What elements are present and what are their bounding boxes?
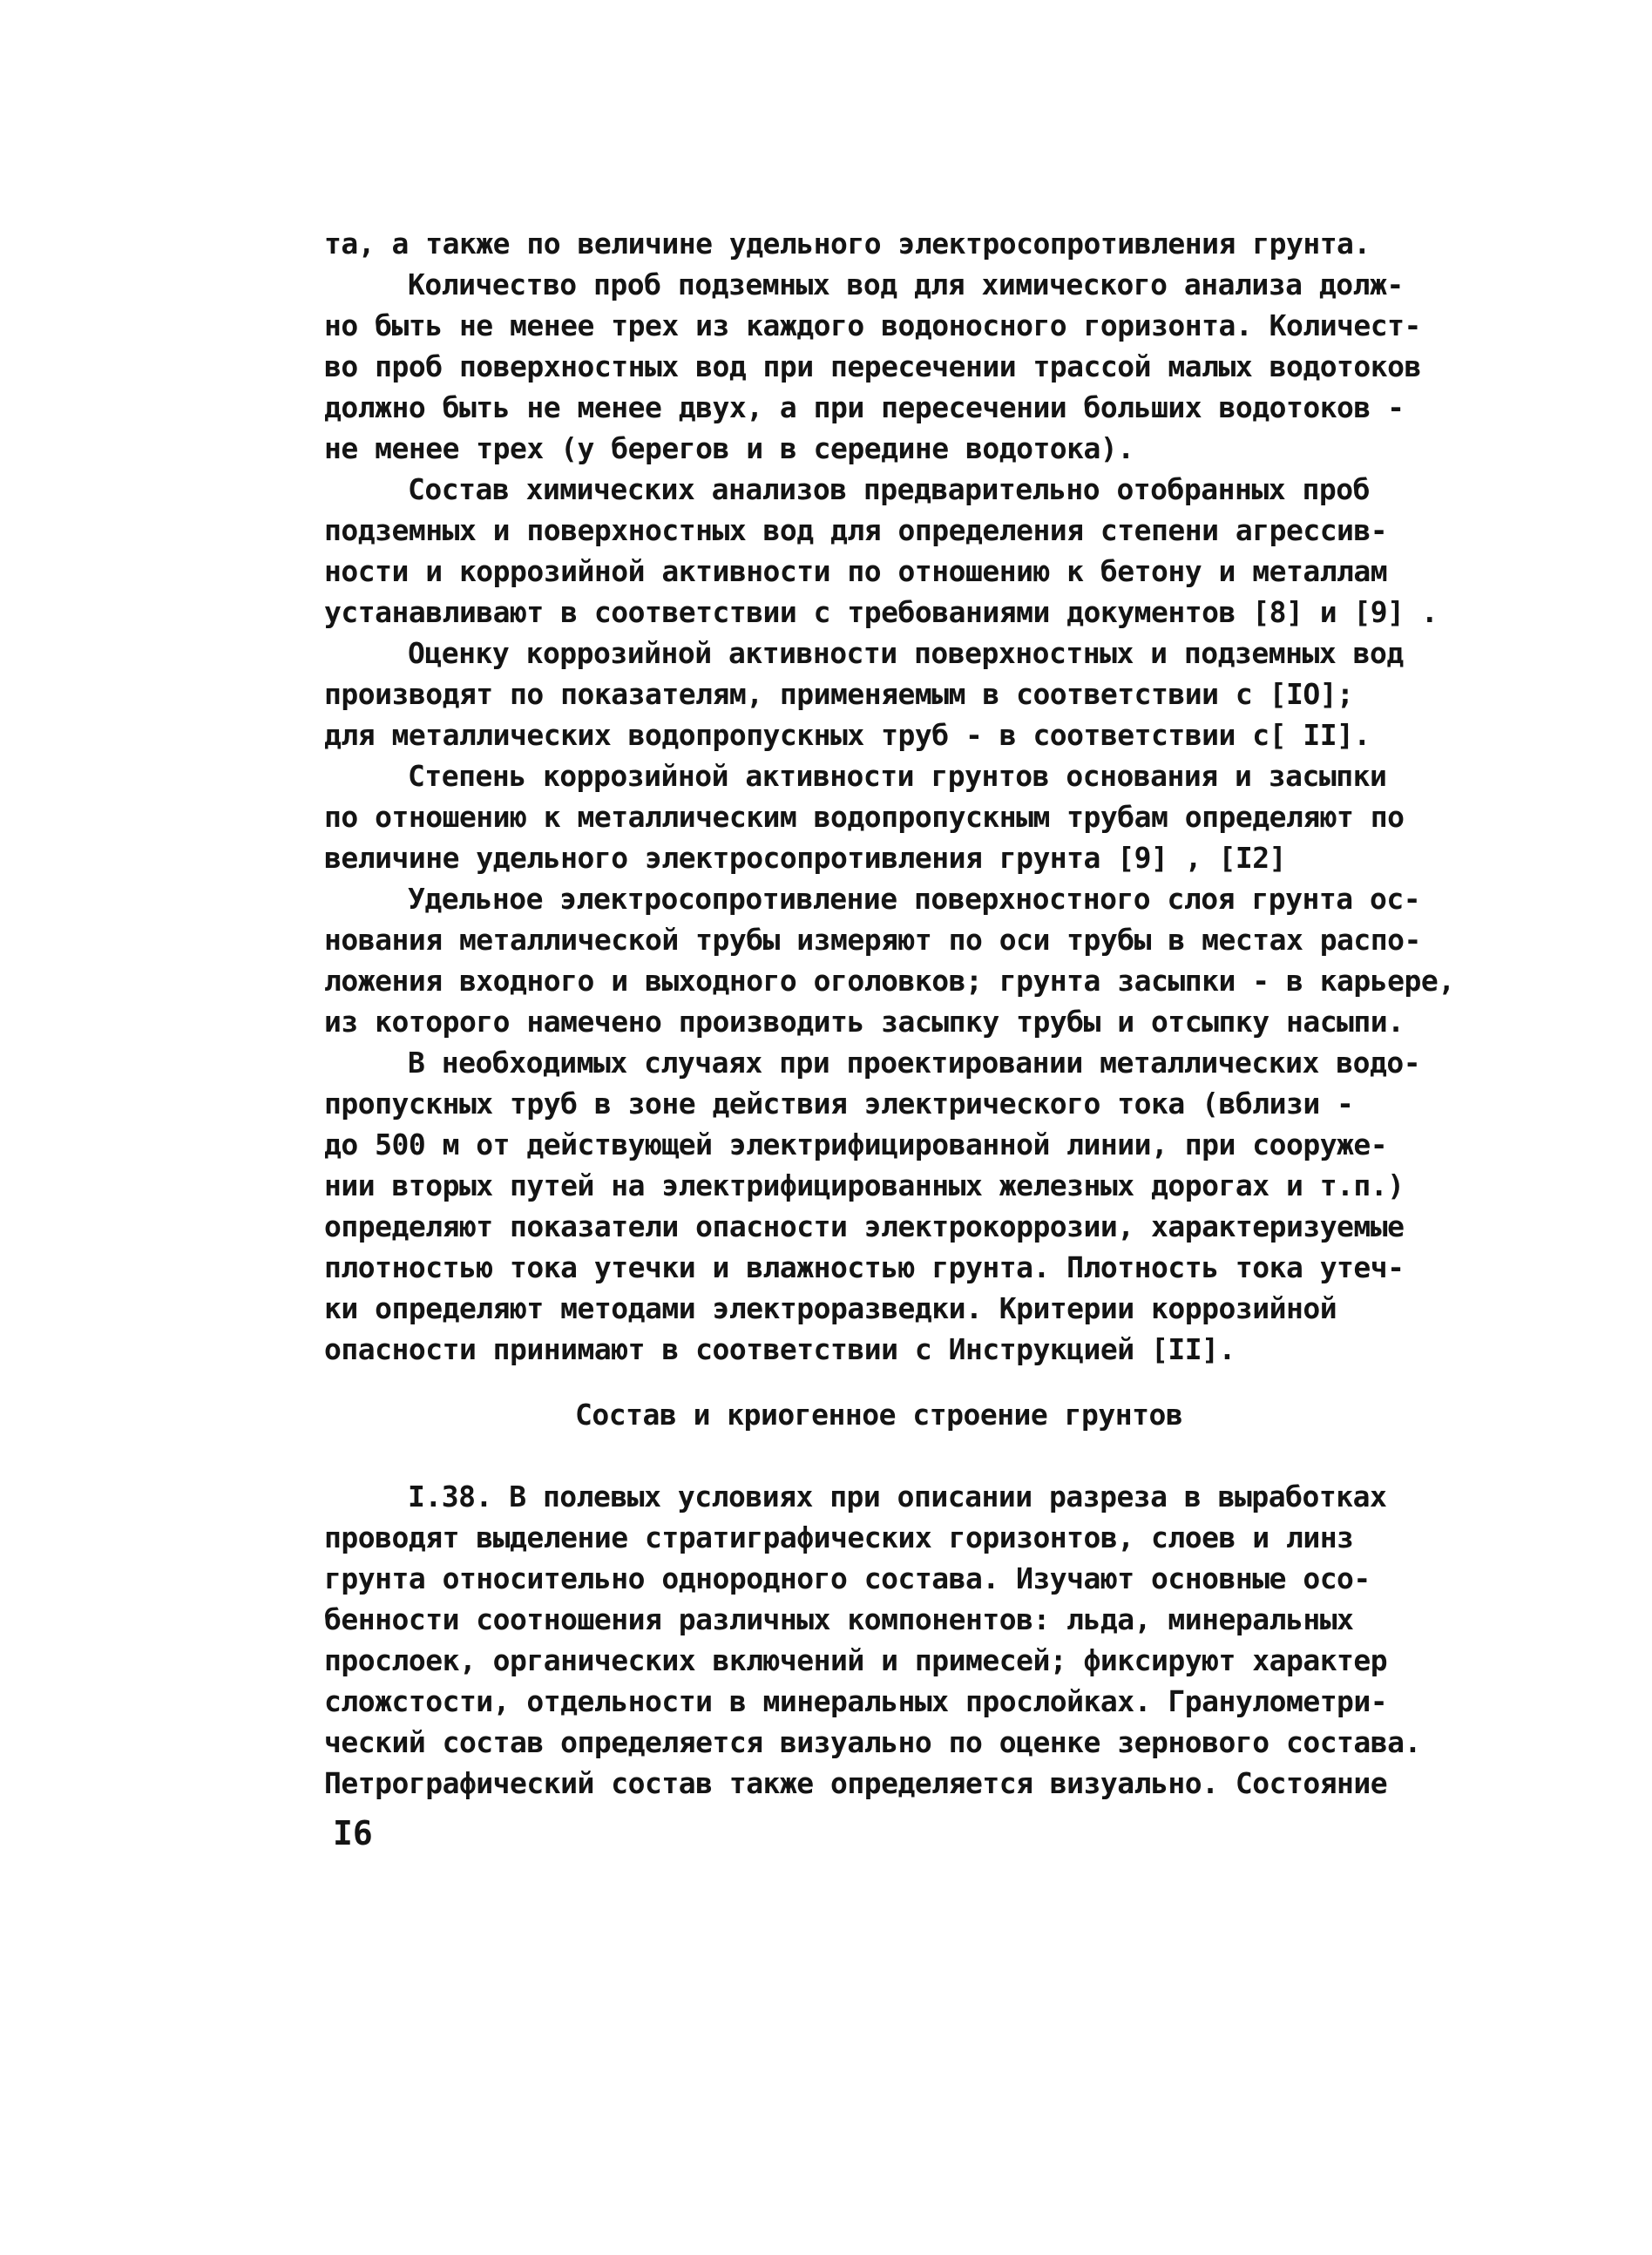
text-line: до 500 м от действующей электрифицированной линии, при сооруже-: [324, 1128, 1388, 1161]
text-line: нии вторых путей на электрифицированных железных дорогах и т.п.): [324, 1168, 1405, 1202]
text-line: сложстости, отдельности в минеральных прослойках. Гранулометри-: [324, 1684, 1388, 1718]
text-line: производят по показателям, применяемым в соответствии с [IO];: [324, 677, 1354, 711]
text-line: опасности принимают в соответствии с Инструкцией [II].: [324, 1332, 1236, 1366]
text-line: устанавливают в соответствии с требованиями документов [8] и [9] .: [324, 595, 1439, 629]
text-line: В необходимых случаях при проектировании металлических водо-: [408, 1046, 1421, 1080]
text-line: ки определяют методами электроразведки. Критерии коррозийной: [324, 1291, 1337, 1325]
text-line: из которого намечено производить засыпку трубы и отсыпку насыпи.: [324, 1005, 1405, 1039]
text-line: та, а также по величине удельного электросопротивления грунта.: [324, 227, 1371, 261]
text-line: Состав химических анализов предварительно отобранных проб: [408, 472, 1370, 506]
text-line: ческий состав определяется визуально по оценке зернового состава.: [324, 1725, 1421, 1759]
body-text: [324, 223, 1455, 1370]
text-line: должно быть не менее двух, а при пересечении больших водотоков -: [324, 390, 1405, 424]
text-line: подземных и поверхностных вод для определения степени агрессив-: [324, 513, 1388, 547]
text-line: Петрографический состав также определяется визуально. Состояние: [324, 1766, 1388, 1800]
text-line: нования металлической трубы измеряют по оси трубы в местах распо-: [324, 923, 1421, 957]
text-line: Удельное электросопротивление поверхностного слоя грунта ос-: [408, 882, 1421, 916]
text-line: бенности соотношения различных компонентов: льда, минеральных: [324, 1602, 1354, 1636]
text-line: Степень коррозийной активности грунтов основания и засыпки: [408, 759, 1387, 793]
text-line: ности и коррозийной активности по отношению к бетону и металлам: [324, 554, 1388, 588]
section-heading: Состав и криогенное строение грунтов: [575, 1398, 1183, 1432]
page-number: I6: [333, 1814, 373, 1852]
text-line: Оценку коррозийной активности поверхностных и подземных вод: [408, 636, 1404, 670]
text-line: прослоек, органических включений и примесей; фиксируют характер: [324, 1643, 1388, 1677]
text-line: но быть не менее трех из каждого водоносного горизонта. Количест-: [324, 308, 1421, 342]
text-line: величине удельного электросопротивления грунта [9] , [I2]: [324, 841, 1286, 875]
text-line: плотностью тока утечки и влажностью грунта. Плотность тока утеч-: [324, 1250, 1405, 1284]
text-line: по отношению к металлическим водопропускным трубам определяют по: [324, 800, 1405, 834]
text-line: не менее трех (у берегов и в середине водотока).: [324, 431, 1134, 465]
text-line: грунта относительно однородного состава. Изучают основные осо-: [324, 1561, 1371, 1595]
section-text: [324, 1476, 1421, 1804]
text-line: пропускных труб в зоне действия электрического тока (вблизи -: [324, 1087, 1354, 1121]
text-line: Количество проб подземных вод для химического анализа долж-: [408, 267, 1404, 301]
text-line: проводят выделение стратиграфических горизонтов, слоев и линз: [324, 1520, 1354, 1554]
text-line: во проб поверхностных вод при пересечении трассой малых водотоков: [324, 349, 1421, 383]
text-line: для металлических водопропускных труб - в соответствии с[ II].: [324, 718, 1371, 752]
text-line: ложения входного и выходного оголовков; грунта засыпки - в карьере,: [324, 964, 1455, 998]
text-line: I.38. В полевых условиях при описании разреза в выработках: [408, 1480, 1387, 1513]
text-line: определяют показатели опасности электрокоррозии, характеризуемые: [324, 1209, 1405, 1243]
